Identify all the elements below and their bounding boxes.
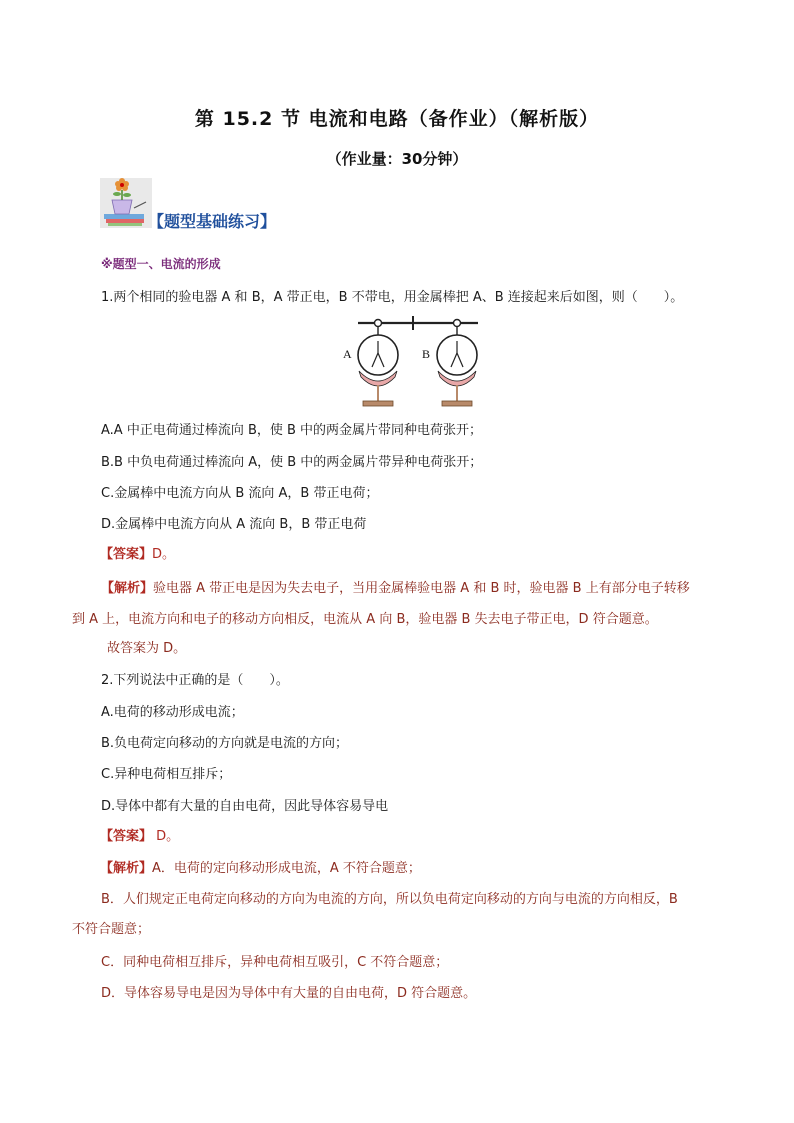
- answer-tag: 【答案】: [100, 829, 153, 844]
- flower-pot-book-icon: [100, 178, 152, 228]
- question-2-option-d: D.导体中都有大量的自由电荷，因此导体容易导电: [101, 799, 389, 814]
- question-1-option-d: D.金属棒中电流方向从 A 流向 B，B 带正电荷: [101, 517, 367, 532]
- question-2-analysis-d: D．导体容易导电是因为导体中有大量的自由电荷，D 符合题意。: [101, 986, 477, 1001]
- page-subtitle: （作业量：30分钟）: [326, 150, 468, 168]
- question-2-stem: 2.下列说法中正确的是（ ）。: [101, 673, 289, 688]
- question-1-stem: 1.两个相同的验电器 A 和 B，A 带正电，B 不带电，用金属棒把 A、B 连接起来后如图，则（ ）。: [101, 290, 684, 305]
- analysis-tag: 【解析】: [100, 861, 153, 876]
- question-2-option-c: C.异种电荷相互排斥；: [101, 767, 232, 782]
- question-2-analysis-b-cont: 不符合题意；: [72, 922, 151, 937]
- analysis-tag: 【解析】: [101, 581, 154, 596]
- question-1-analysis: [72, 581, 722, 635]
- electroscope-label-a: A: [343, 347, 352, 361]
- electroscope-label-b: B: [422, 347, 431, 361]
- question-2-analysis-c: C．同种电荷相互排斥，异种电荷相互吸引，C 不符合题意；: [101, 955, 449, 970]
- question-2-analysis-b: B．人们规定正电荷定向移动的方向为电流的方向，所以负电荷定向移动的方向与电流的方向相反，B: [101, 892, 678, 907]
- question-1-conclusion: 故答案为 D。: [107, 641, 187, 656]
- analysis-line-2: 到 A 上，电流方向和电子的移动方向相反，电流从 A 向 B，验电器 B 失去电子带正电，D 符合题意。: [72, 612, 658, 627]
- answer-value: D。: [152, 829, 180, 844]
- electroscope-diagram: [335, 311, 485, 411]
- analysis-line-1: 验电器 A 带正电是因为失去电子，当用金属棒验电器 A 和 B 时，验电器 B 上有部分电子转移: [153, 581, 690, 596]
- question-2-analysis-a: 【解析】A．电荷的定向移动形成电流，A 不符合题意；: [100, 861, 421, 876]
- question-1-option-b: B.B 中负电荷通过棒流向 A，使 B 中的两金属片带异种电荷张开；: [101, 455, 483, 470]
- question-1-answer: [100, 543, 175, 562]
- question-2-option-b: B.负电荷定向移动的方向就是电流的方向；: [101, 736, 349, 751]
- page-title: 第 15.2 节 电流和电路（备作业）（解析版）: [194, 108, 600, 130]
- section-heading: 【题型基础练习】: [148, 212, 277, 231]
- question-type-label: ※题型一、电流的形成: [101, 257, 221, 271]
- answer-value: D。: [152, 547, 176, 562]
- answer-tag: 【答案】: [100, 547, 153, 562]
- question-1-option-a: A.A 中正电荷通过棒流向 B，使 B 中的两金属片带同种电荷张开；: [101, 423, 483, 438]
- question-2-answer: [100, 825, 179, 844]
- question-2-option-a: A.电荷的移动形成电流；: [101, 705, 244, 720]
- question-1-option-c: C.金属棒中电流方向从 B 流向 A，B 带正电荷；: [101, 486, 379, 501]
